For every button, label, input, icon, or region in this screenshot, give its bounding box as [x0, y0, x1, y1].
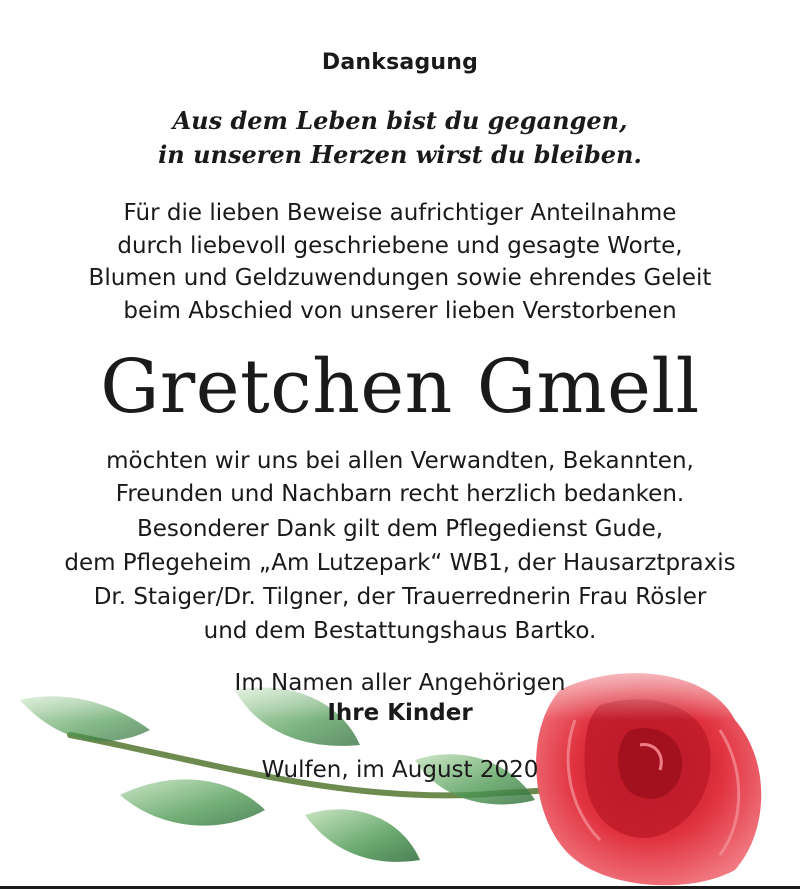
signature-block [0, 668, 800, 728]
leaf-mid [120, 779, 265, 825]
special-line: Dr. Staiger/Dr. Tilgner, der Trauerrednerin Frau Rösler [93, 584, 707, 610]
intro-line: Für die lieben Beweise aufrichtiger Anteilnahme [123, 200, 677, 226]
signature-name: Ihre Kinder [327, 700, 473, 726]
intro-line: Blumen und Geldzuwendungen sowie ehrendes Geleit [88, 265, 712, 292]
behalf-line: Im Namen aller Angehörigen [234, 670, 566, 696]
special-line: und dem Bestattungshaus Bartko. [203, 618, 597, 644]
notice-heading: Danksagung [321, 50, 479, 75]
place-and-date: Wulfen, im August 2020 [261, 757, 539, 783]
motto-line: Aus dem Leben bist du gegangen, [172, 106, 628, 135]
intro-line: durch liebevoll geschriebene und gesagte Worte, [117, 232, 683, 259]
thanks-line: möchten wir uns bei allen Verwandten, Bekannten, [106, 448, 694, 474]
special-line: Besonderer Dank gilt dem Pflegedienst Gude, [136, 516, 664, 542]
intro-paragraph [0, 197, 800, 327]
special-line: dem Pflegeheim „Am Lutzepark“ WB1, der Hausarztpraxis [64, 550, 736, 576]
thanks-line: Freunden und Nachbarn recht herzlich bedanken. [115, 481, 685, 507]
motto-line: in unseren Herzen wirst du bleiben. [158, 140, 642, 169]
leaf-lower [305, 809, 420, 862]
special-thanks-paragraph [0, 512, 800, 648]
deceased-name: Gretchen Gmell [100, 344, 700, 430]
thanks-paragraph [0, 445, 800, 511]
motto-verse [0, 104, 800, 172]
intro-line: beim Abschied von unserer lieben Verstorbenen [123, 297, 677, 324]
